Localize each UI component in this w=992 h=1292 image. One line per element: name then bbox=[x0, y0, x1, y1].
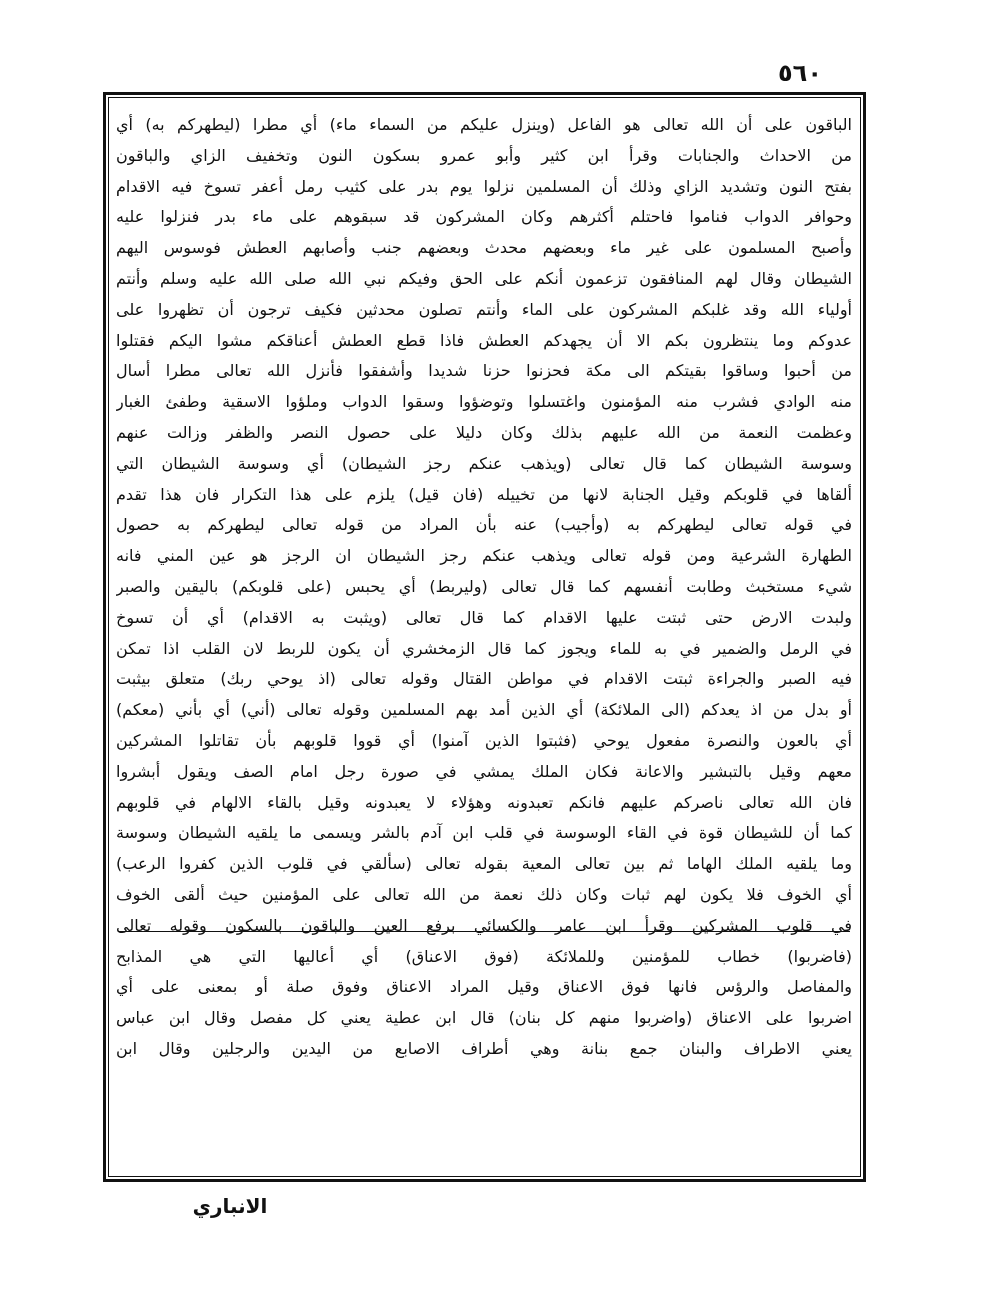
text-line: من الاحداث والجنابات وقرأ ابن كثير وأبو عمرو بسكون النون وتخفيف الزاي والباقون bbox=[116, 145, 852, 165]
text-line: في قلوب المشركين وقرأ ابن عامر والكسائي برفع العين والباقون بالسكون وقوله تعالى bbox=[116, 915, 852, 935]
text-line: في قوله تعالى ليطهركم به (وأجيب) عنه بأن المراد من قوله تعالى ليطهركم به حصول bbox=[116, 515, 852, 535]
text-line: ألقاها في قلوبكم وقيل الجنابة لانها من تخييله (فان قيل) يلزم على هذا التكرار فان هذا تقدم bbox=[116, 484, 852, 504]
text-line: الطهارة الشرعية ومن قوله تعالى ويذهب عنكم رجز الشيطان ان الرجز هو عين المني فانه bbox=[116, 546, 852, 566]
footer-signature: الانباري bbox=[192, 1194, 268, 1218]
text-line: كما أن للشيطان قوة في القاء الوسوسة في قلب ابن آدم بالشر ويسمى ما يلقيه الشيطان وسوسة bbox=[116, 823, 852, 843]
text-line: وما يلقيه الملك الهاما ثم بين تعالى المعية بقوله تعالى (سألقي في قلوب الذين كفروا الرعب) bbox=[116, 854, 852, 874]
text-separator-rule bbox=[118, 931, 850, 932]
text-line: منه الوادي فشرب منه المؤمنون واغتسلوا وتوضؤوا وسقوا الدواب وملؤوا الاسقية وطفئ الغبار bbox=[116, 392, 852, 412]
text-line: اضربوا على الاعناق (واضربوا منهم كل بنان) قال ابن عطية يعني كل مفصل وقال ابن عباس bbox=[116, 1008, 852, 1028]
text-body bbox=[116, 110, 852, 1190]
text-line: (فاضربوا) خطاب للمؤمنين وللملائكة (فوق الاعناق) أي أعاليها التي هي المذابح bbox=[116, 946, 852, 966]
text-line: يعني الاطراف والبنان جمع بنانة وهي أطراف الاصابع من اليدين والرجلين وقال ابن bbox=[116, 1038, 852, 1058]
text-line: أي الخوف فلا يكون لهم ثبات وكان ذلك نعمة من الله تعالى على المؤمنين حيث ألقى الخوف bbox=[116, 884, 852, 904]
text-line: وأصبح المسلمون على غير ماء وبعضهم محدث وبعضهم جنب وأصابهم العطش فوسوس اليهم bbox=[116, 238, 852, 258]
text-line: وسوسة الشيطان كما قال تعالى (ويذهب عنكم رجز الشيطان) أي وسوسة الشيطان التي bbox=[116, 453, 852, 473]
text-line: فيه الصبر والجراءة ثبتت الاقدام في مواطن القتال وقوله تعالى (اذ يوحي ربك) متعلق بيثبت bbox=[116, 669, 852, 689]
text-line: أولياء الله وقد غلبكم المشركون على الماء وأنتم تصلون محدثين فكيف ترجون أن تظهروا على bbox=[116, 299, 852, 319]
text-line: والمفاصل والرؤس فانها فوق الاعناق وقيل المراد الاعناق وفوق صلة أو بمعنى على أي bbox=[116, 977, 852, 997]
text-line: في الرمل والضمير في به للماء ويجوز كما قال الزمخشري أن يكون للربط لان القلب اذا تمكن bbox=[116, 638, 852, 658]
text-line: من أحبوا وساقوا بقيتكم الى مكة فحزنوا حزنا شديدا وأشفقوا فأنزل الله تعالى مطرا أسال bbox=[116, 361, 852, 381]
text-line: أي بالعون والنصرة مفعول يوحي (فثبتوا الذين آمنوا) أي قووا قلوبهم بأن تقاتلوا المشركين bbox=[116, 730, 852, 750]
text-line: الباقون على أن الله تعالى هو الفاعل (وينزل عليكم من السماء ماء) أي مطرا (ليطهركم به) أي bbox=[116, 115, 852, 134]
text-line: أو بدل من اذ يعدكم (الى الملائكة) أي الذين أمد بهم المسلمين وقوله تعالى (أني) أي بأني (معكم) bbox=[116, 700, 852, 720]
text-line: فان الله تعالى ناصركم عليهم فانكم تعبدونه وهؤلاء لا يعبدونه وقيل بالقاء الالهام في قلوبهم bbox=[116, 792, 852, 812]
text-line: بفتح النون وتشديد الزاي وذلك أن المسلمين نزلوا يوم بدر على كثيب رمل أعفر تسوخ فيه الاقدام bbox=[116, 176, 852, 196]
text-line: معهم وقيل بالتبشير والاعانة فكان الملك يمشي في صورة رجل امام الصف ويقول أبشروا bbox=[116, 761, 852, 781]
text-line: شيء مستخبث وطابت أنفسهم كما قال تعالى (وليربط) أي يحبس (على قلوبكم) باليقين والصبر bbox=[116, 576, 852, 596]
text-line: وحوافر الدواب فناموا فاحتلم أكثرهم وكان المشركون قد سبقوهم على ماء بدر فنزلوا عليه bbox=[116, 207, 852, 227]
text-line: ولبدت الارض حتى ثبتت عليها الاقدام كما قال تعالى (ويثبت به الاقدام) أي أن تسوخ bbox=[116, 607, 852, 627]
page-number: ٥٦٠ bbox=[778, 59, 822, 87]
text-line: الشيطان وقال لهم المنافقون تزعمون أنكم على الحق وفيكم نبي الله صلى الله عليه وسلم وأنتم bbox=[116, 268, 852, 288]
text-line: عدوكم وما ينتظرون بكم الا أن يجهدكم العطش فاذا قطع العطش أعناقكم مشوا اليكم فقتلوا bbox=[116, 330, 852, 350]
text-line: وعظمت النعمة من الله عليهم بذلك وكان دليلا على حصول النصر والظفر وزالت عنهم bbox=[116, 422, 852, 442]
